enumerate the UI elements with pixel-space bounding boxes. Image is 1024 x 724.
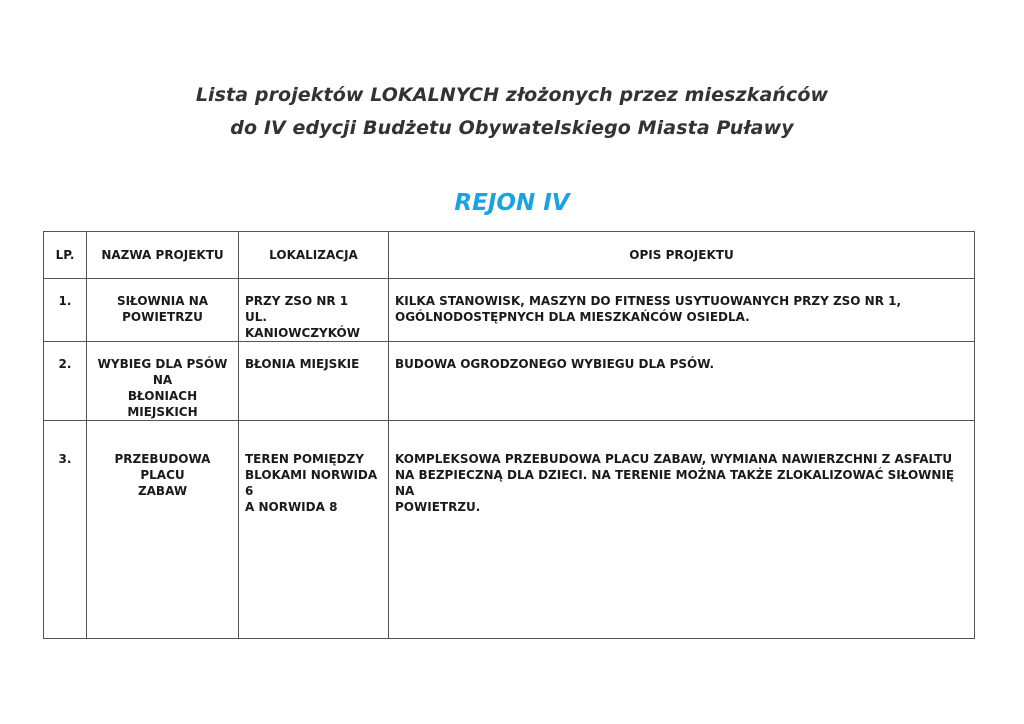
location-line: BŁONIA MIEJSKIE bbox=[245, 357, 360, 371]
row-number: 1. bbox=[44, 279, 87, 342]
header-description: OPIS PROJEKTU bbox=[389, 232, 975, 279]
project-name-line: BŁONIACH MIEJSKICH bbox=[127, 389, 198, 419]
header-lp: LP. bbox=[44, 232, 87, 279]
description-line: POWIETRZU. bbox=[395, 500, 481, 514]
description-line: NA BEZPIECZNĄ DLA DZIECI. NA TERENIE MOŻNA TAKŻE ZLOKALIZOWAĆ SIŁOWNIĘ NA bbox=[395, 468, 955, 498]
project-name-line: ZABAW bbox=[137, 484, 188, 498]
document-title-line2: do IV edycji Budżetu Obywatelskiego Miasta Puławy bbox=[230, 117, 794, 139]
table-row bbox=[44, 342, 975, 421]
location-cell bbox=[239, 279, 389, 342]
region-heading: REJON IV bbox=[454, 190, 570, 216]
description-line: KOMPLEKSOWA PRZEBUDOWA PLACU ZABAW, WYMIANA NAWIERZCHNI Z ASFALTU bbox=[395, 452, 953, 466]
location-line: A NORWIDA 8 bbox=[245, 500, 338, 514]
description-cell bbox=[389, 279, 975, 342]
project-name-cell bbox=[87, 279, 239, 342]
description-line: BUDOWA OGRODZONEGO WYBIEGU DLA PSÓW. bbox=[395, 357, 715, 371]
location-line: UL. KANIOWCZYKÓW bbox=[245, 310, 360, 340]
project-name-line: POWIETRZU bbox=[122, 310, 203, 324]
document-title-line1: Lista projektów LOKALNYCH złożonych przez mieszkańców bbox=[195, 84, 829, 106]
description-line: OGÓLNODOSTĘPNYCH DLA MIESZKAŃCÓW OSIEDLA. bbox=[395, 310, 750, 324]
location-line: BLOKAMI NORWIDA 6 bbox=[245, 468, 378, 498]
location-line: TEREN POMIĘDZY bbox=[245, 452, 364, 466]
description-line: KILKA STANOWISK, MASZYN DO FITNESS USYTUOWANYCH PRZY ZSO NR 1, bbox=[395, 294, 902, 308]
table-row bbox=[44, 279, 975, 342]
description-cell bbox=[389, 421, 975, 639]
row-number: 3. bbox=[44, 421, 87, 639]
project-name-line: SIŁOWNIA NA bbox=[116, 294, 209, 308]
location-cell bbox=[239, 342, 389, 421]
project-name-line: WYBIEG DLA PSÓW NA bbox=[97, 357, 228, 387]
table-header-row bbox=[44, 232, 975, 279]
location-line: PRZY ZSO NR 1 bbox=[245, 294, 349, 308]
header-project-name: NAZWA PROJEKTU bbox=[87, 232, 239, 279]
location-cell bbox=[239, 421, 389, 639]
table-row bbox=[44, 421, 975, 639]
projects-table bbox=[43, 231, 975, 639]
row-number: 2. bbox=[44, 342, 87, 421]
description-cell bbox=[389, 342, 975, 421]
header-location: LOKALIZACJA bbox=[239, 232, 389, 279]
project-name-line: PRZEBUDOWA PLACU bbox=[114, 452, 211, 482]
project-name-cell bbox=[87, 421, 239, 639]
project-name-cell bbox=[87, 342, 239, 421]
